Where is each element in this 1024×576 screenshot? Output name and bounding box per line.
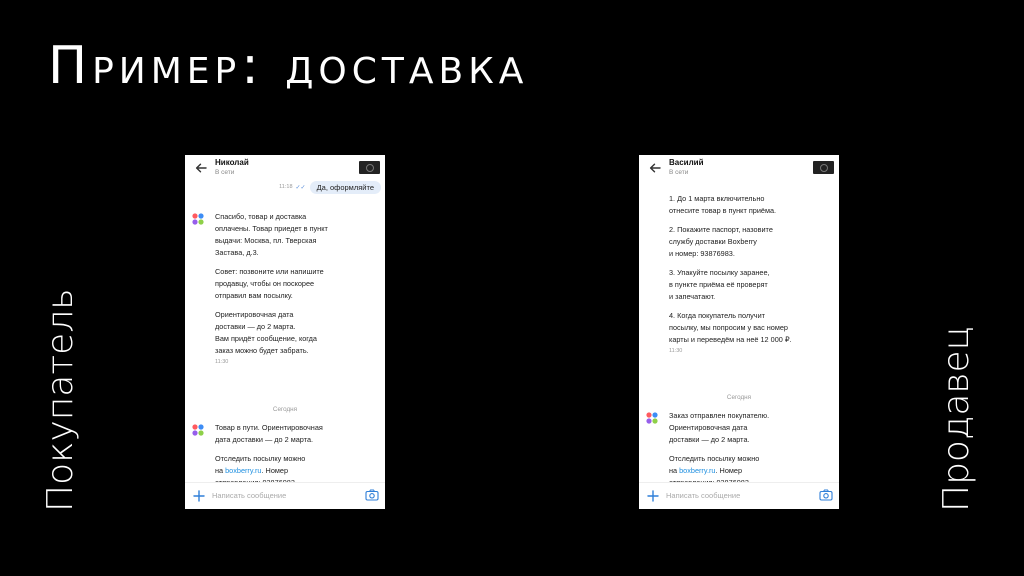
date-separator: Сегодня [272, 406, 298, 413]
message-text: Совет: позвоните или напишите продавцу, чтобы он поскорее отправил вам посылку. [215, 267, 324, 300]
service-avatar-icon [191, 212, 205, 226]
back-arrow-icon[interactable] [648, 161, 662, 175]
seller-chat-screen [639, 155, 839, 509]
date-separator: Сегодня [726, 394, 752, 401]
message-text: Ориентировочная дата доставки — до 2 марта. Вам придёт сообщение, когда заказ можно будет забрать. [215, 310, 317, 355]
message-bubble: Да, оформляйте [310, 181, 381, 194]
service-avatar-icon [191, 423, 205, 437]
plus-icon[interactable] [647, 490, 659, 502]
chat-header [639, 155, 839, 181]
outgoing-message [279, 179, 381, 195]
message-text: 4. Когда покупатель получит посылку, мы попросим у вас номер карты и переведём на неё 12 000 ₽. [669, 311, 792, 344]
message-text: . Номер [261, 466, 289, 475]
plus-icon[interactable] [193, 490, 205, 502]
message-text: 1. До 1 марта включительно отнесите товар в пункт приёма. [669, 194, 777, 215]
message-text: Товар в пути. Ориентировочная дата доставки — до 2 марта. [215, 423, 323, 444]
message-time: 11:30 [669, 348, 683, 354]
contact-status: В сети [215, 169, 235, 176]
system-message-group [669, 193, 834, 354]
message-input[interactable] [212, 488, 352, 502]
contact-name: Николай [215, 158, 249, 167]
seller-label: Продавец [936, 325, 977, 512]
camera-icon[interactable] [365, 489, 379, 501]
item-photo-thumbnail[interactable] [359, 161, 380, 174]
message-time: 11:30 [215, 359, 229, 365]
message-text: Отследить посылку можно на [215, 454, 306, 475]
item-photo-thumbnail[interactable] [813, 161, 834, 174]
camera-icon[interactable] [819, 489, 833, 501]
message-text: Отследить посылку можно на [669, 454, 760, 475]
message-text: Заказ отправлен покупателю. Ориентировочная дата доставки — до 2 марта. [669, 411, 770, 444]
service-avatar-icon [645, 411, 659, 425]
read-check-icon: ✓✓ [295, 184, 306, 191]
chat-header [185, 155, 385, 181]
message-composer [639, 482, 839, 509]
message-text: Спасибо, товар и доставка оплачены. Товар приедет в пункт выдачи: Москва, пл. Тверская Застава, д.3. [215, 212, 328, 257]
message-text: 3. Упакуйте посылку заранее, в пункте приёма её проверят и запечатают. [669, 268, 770, 301]
boxberry-link[interactable]: boxberry.ru [225, 466, 262, 475]
boxberry-link[interactable]: boxberry.ru [679, 466, 716, 475]
message-time: 11:18 [279, 184, 293, 190]
buyer-chat-screen [185, 155, 385, 509]
message-text: . Номер [715, 466, 743, 475]
buyer-label: Покупатель [40, 288, 81, 512]
contact-name: Василий [669, 158, 704, 167]
slide-title: Пример: доставка [48, 36, 529, 96]
contact-status: В сети [669, 169, 689, 176]
message-composer [185, 482, 385, 509]
back-arrow-icon[interactable] [194, 161, 208, 175]
message-input[interactable] [666, 488, 806, 502]
chat-messages [639, 181, 839, 481]
message-text: 2. Покажите паспорт, назовите службу доставки Boxberry и номер: 93876983. [669, 225, 773, 258]
system-message-group [215, 211, 380, 365]
chat-messages [185, 181, 385, 481]
